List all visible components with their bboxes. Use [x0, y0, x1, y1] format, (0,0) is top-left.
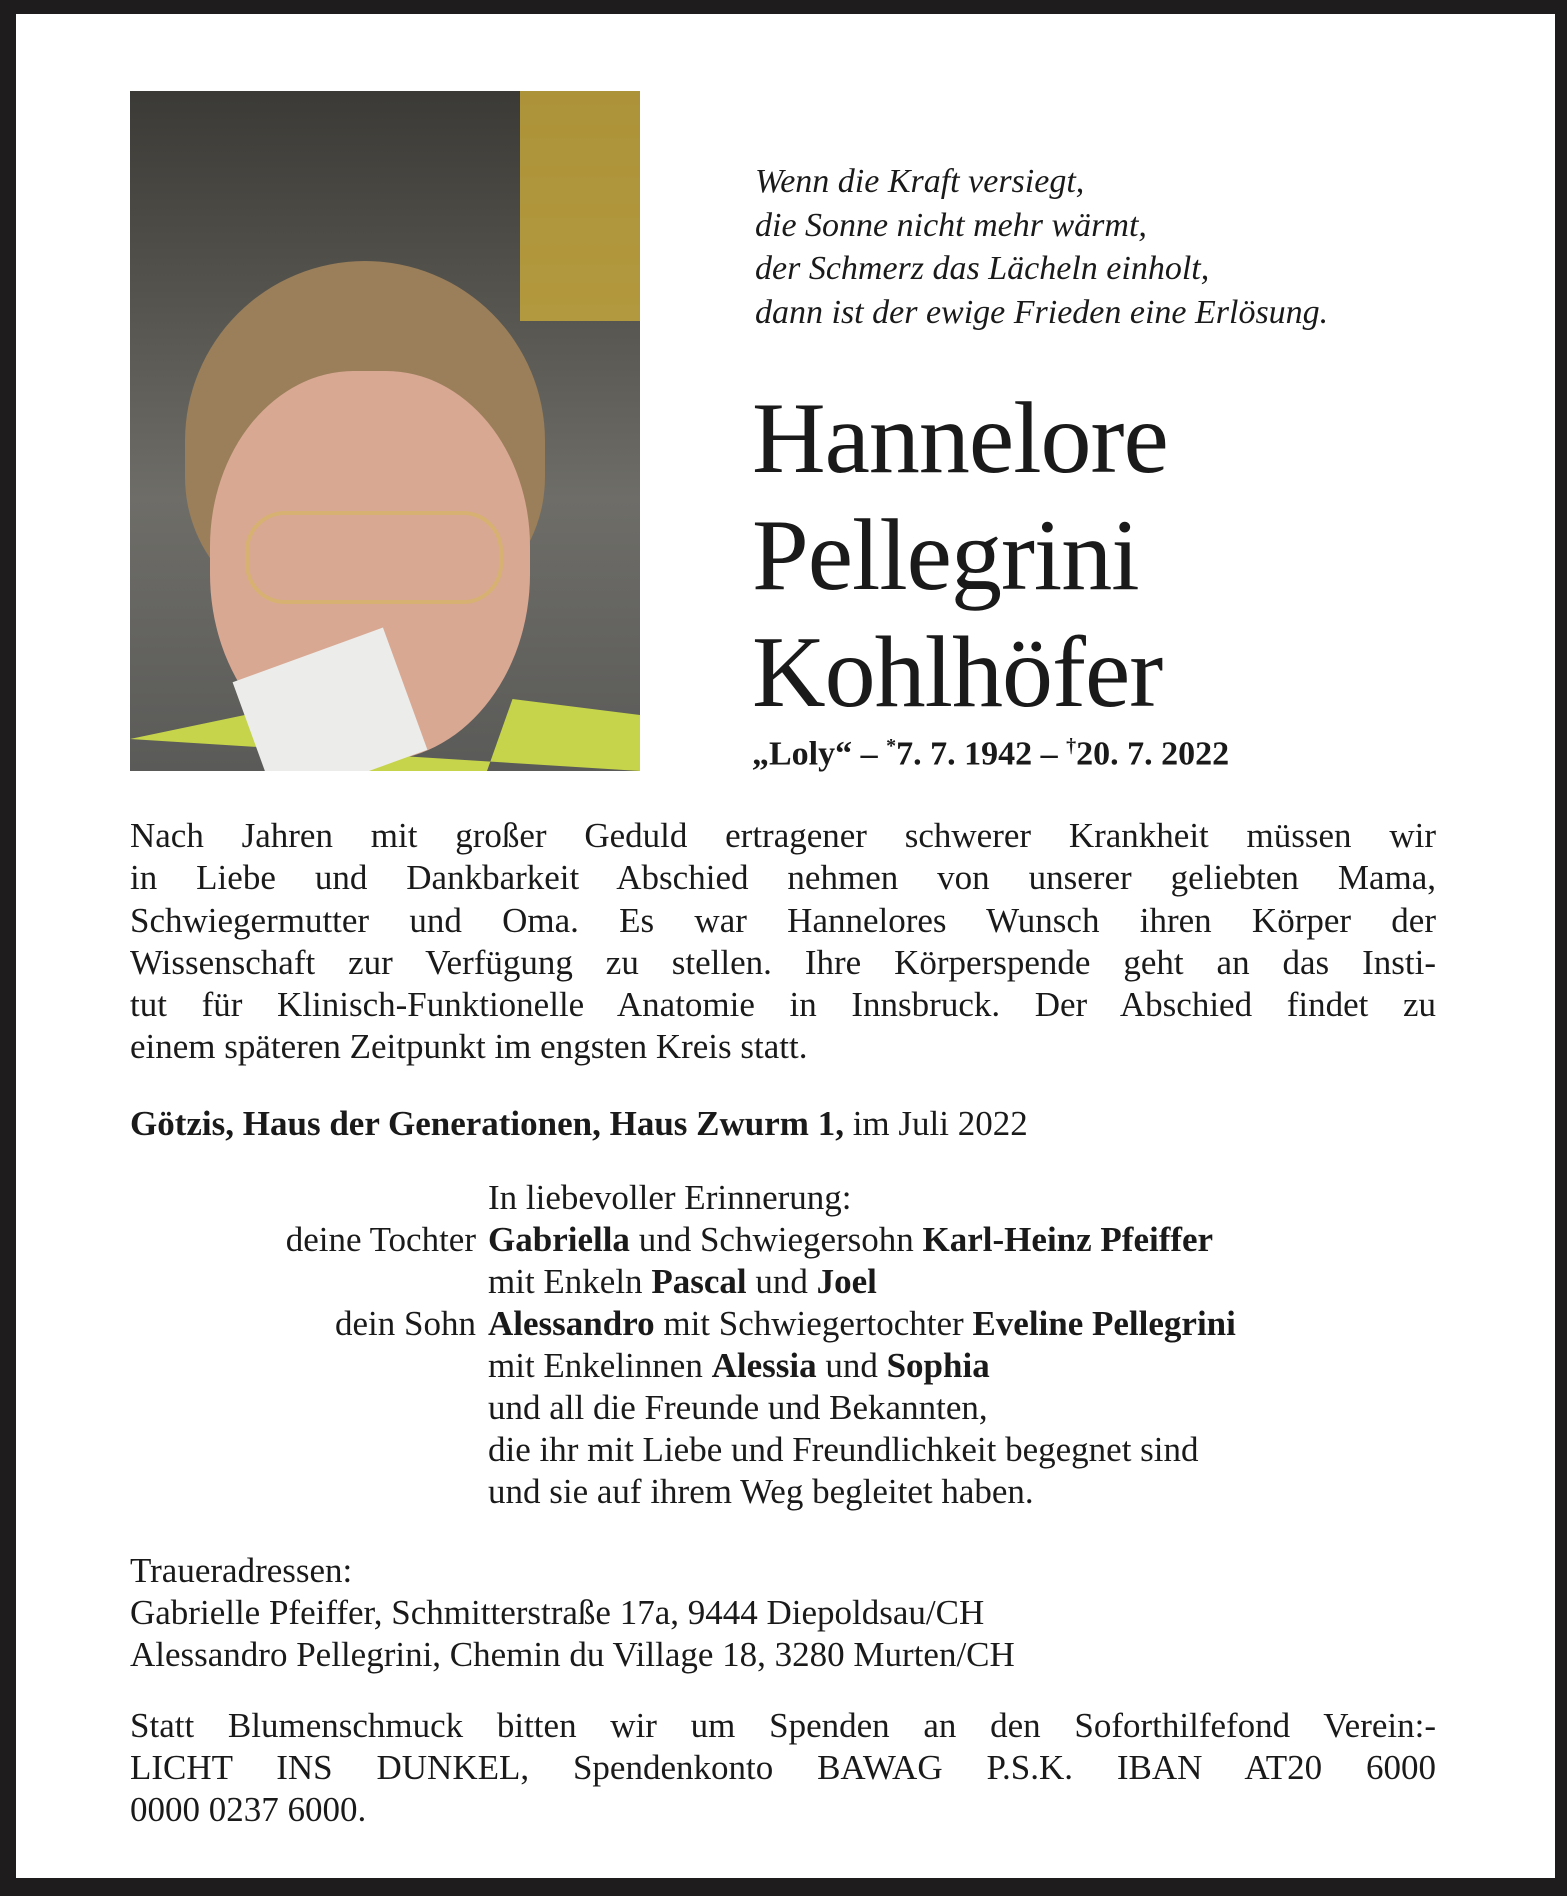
family-intro-row	[130, 1177, 1236, 1219]
address-line: Alessandro Pellegrini, Chemin du Village 18, 3280 Murten/CH	[130, 1635, 1015, 1674]
quote-line: der Schmerz das Lächeln einholt,	[755, 250, 1210, 287]
quote-line: die Sonne nicht mehr wärmt,	[755, 206, 1147, 244]
quote-line: Wenn die Kraft versiegt,	[755, 163, 1085, 200]
family-row	[130, 1219, 1236, 1261]
family-text: und sie auf ihrem Weg begleitet haben.	[488, 1472, 1034, 1511]
surname-1: Pellegrini	[752, 499, 1139, 612]
announcement-line: Nach Jahren mit großer Geduld ertragener schwerer Krankheit müssen wir	[130, 816, 1436, 855]
family-row	[130, 1345, 1236, 1387]
donation-line: Statt Blumenschmuck bitten wir um Spenden an den Soforthilfefond Verein:-	[130, 1706, 1436, 1745]
photo-glasses	[245, 511, 503, 604]
family-member-name: Pascal	[651, 1262, 747, 1301]
announcement-line: in Liebe und Dankbarkeit Abschied nehmen von unserer geliebten Mama,	[130, 858, 1436, 898]
place-and-date	[130, 1104, 1028, 1144]
quote-line: dann ist der ewige Frieden eine Erlösung.	[755, 293, 1329, 331]
family-label	[130, 1177, 488, 1219]
family-row	[130, 1303, 1236, 1345]
relation-label: deine Tochter	[285, 1220, 476, 1259]
donation-line: 0000 0237 6000.	[130, 1790, 367, 1829]
family-text: mit Enkelinnen	[488, 1346, 712, 1385]
death-date: 20. 7. 2022	[1076, 735, 1230, 773]
family-row	[130, 1387, 1236, 1429]
family-member-name: Gabriella	[488, 1220, 630, 1259]
relation-label	[130, 1261, 488, 1303]
separator: –	[860, 735, 878, 773]
family-members	[488, 1303, 1236, 1345]
family-text: und	[816, 1346, 887, 1385]
family-text: mit Schwiegertochter	[654, 1304, 973, 1343]
first-name: Hannelore	[752, 382, 1168, 495]
relation-label	[130, 1471, 488, 1513]
family-text: und	[746, 1262, 817, 1301]
birth-symbol: *	[886, 735, 897, 757]
family-members	[488, 1387, 988, 1429]
relation-label	[130, 1345, 488, 1387]
donation-line: LICHT INS DUNKEL, Spendenkonto BAWAG P.S.K. IBAN AT20 6000	[130, 1748, 1436, 1787]
family-row	[130, 1261, 1236, 1303]
family-intro: In liebevoller Erinnerung:	[488, 1178, 852, 1217]
announcement-line: tut für Klinisch-Funktionelle Anatomie in Innsbruck. Der Abschied findet zu	[130, 985, 1436, 1025]
family-member-name: Alessandro	[488, 1304, 655, 1343]
family-member-name: Eveline Pellegrini	[972, 1304, 1236, 1343]
family-text: mit Enkeln	[488, 1262, 652, 1301]
memorial-quote	[755, 160, 1328, 334]
separator: –	[1040, 735, 1058, 773]
family-text: und all die Freunde und Bekannten,	[488, 1388, 988, 1427]
relation-label	[130, 1429, 488, 1471]
family-text: die ihr mit Liebe und Freundlichkeit begegnet sind	[488, 1430, 1199, 1469]
deceased-name	[752, 380, 1168, 731]
relation-label	[130, 1387, 488, 1429]
date: im Juli 2022	[852, 1104, 1028, 1143]
family-members	[488, 1345, 990, 1387]
announcement-line: Schwiegermutter und Oma. Es war Hannelores Wunsch ihren Körper der	[130, 900, 1436, 940]
announcement-text	[130, 815, 1436, 1069]
surname-2: Kohlhöfer	[752, 616, 1163, 729]
family-members	[488, 1219, 1213, 1261]
family-member-name: Sophia	[886, 1346, 990, 1385]
addresses-heading: Traueradressen:	[130, 1551, 353, 1590]
family-member-name: Joel	[816, 1262, 877, 1301]
relation-label: dein Sohn	[335, 1304, 476, 1343]
birth-date: 7. 7. 1942	[896, 735, 1033, 773]
photo-background	[520, 91, 640, 321]
family-members	[488, 1471, 1034, 1513]
condolence-addresses	[130, 1550, 1015, 1676]
death-symbol: †	[1066, 735, 1077, 757]
family-members	[488, 1429, 1199, 1471]
family-members	[488, 1261, 877, 1303]
nickname: „Loly“	[752, 735, 853, 773]
donation-note	[130, 1705, 1436, 1831]
family-row	[130, 1471, 1236, 1513]
address-line: Gabrielle Pfeiffer, Schmitterstraße 17a, 9444 Diepoldsau/CH	[130, 1593, 985, 1632]
announcement-line: einem späteren Zeitpunkt im engsten Kreis statt.	[130, 1027, 808, 1067]
family-row	[130, 1429, 1236, 1471]
family-list	[130, 1177, 1236, 1513]
location: Götzis, Haus der Generationen, Haus Zwurm 1,	[130, 1104, 844, 1143]
family-text: und Schwiegersohn	[629, 1220, 923, 1259]
announcement-line: Wissenschaft zur Verfügung zu stellen. Ihre Körperspende geht an das Insti-	[130, 942, 1436, 982]
family-member-name: Alessia	[711, 1346, 817, 1385]
family-member-name: Karl-Heinz Pfeiffer	[922, 1220, 1214, 1259]
portrait-photo	[130, 91, 640, 771]
life-dates	[752, 735, 1229, 773]
